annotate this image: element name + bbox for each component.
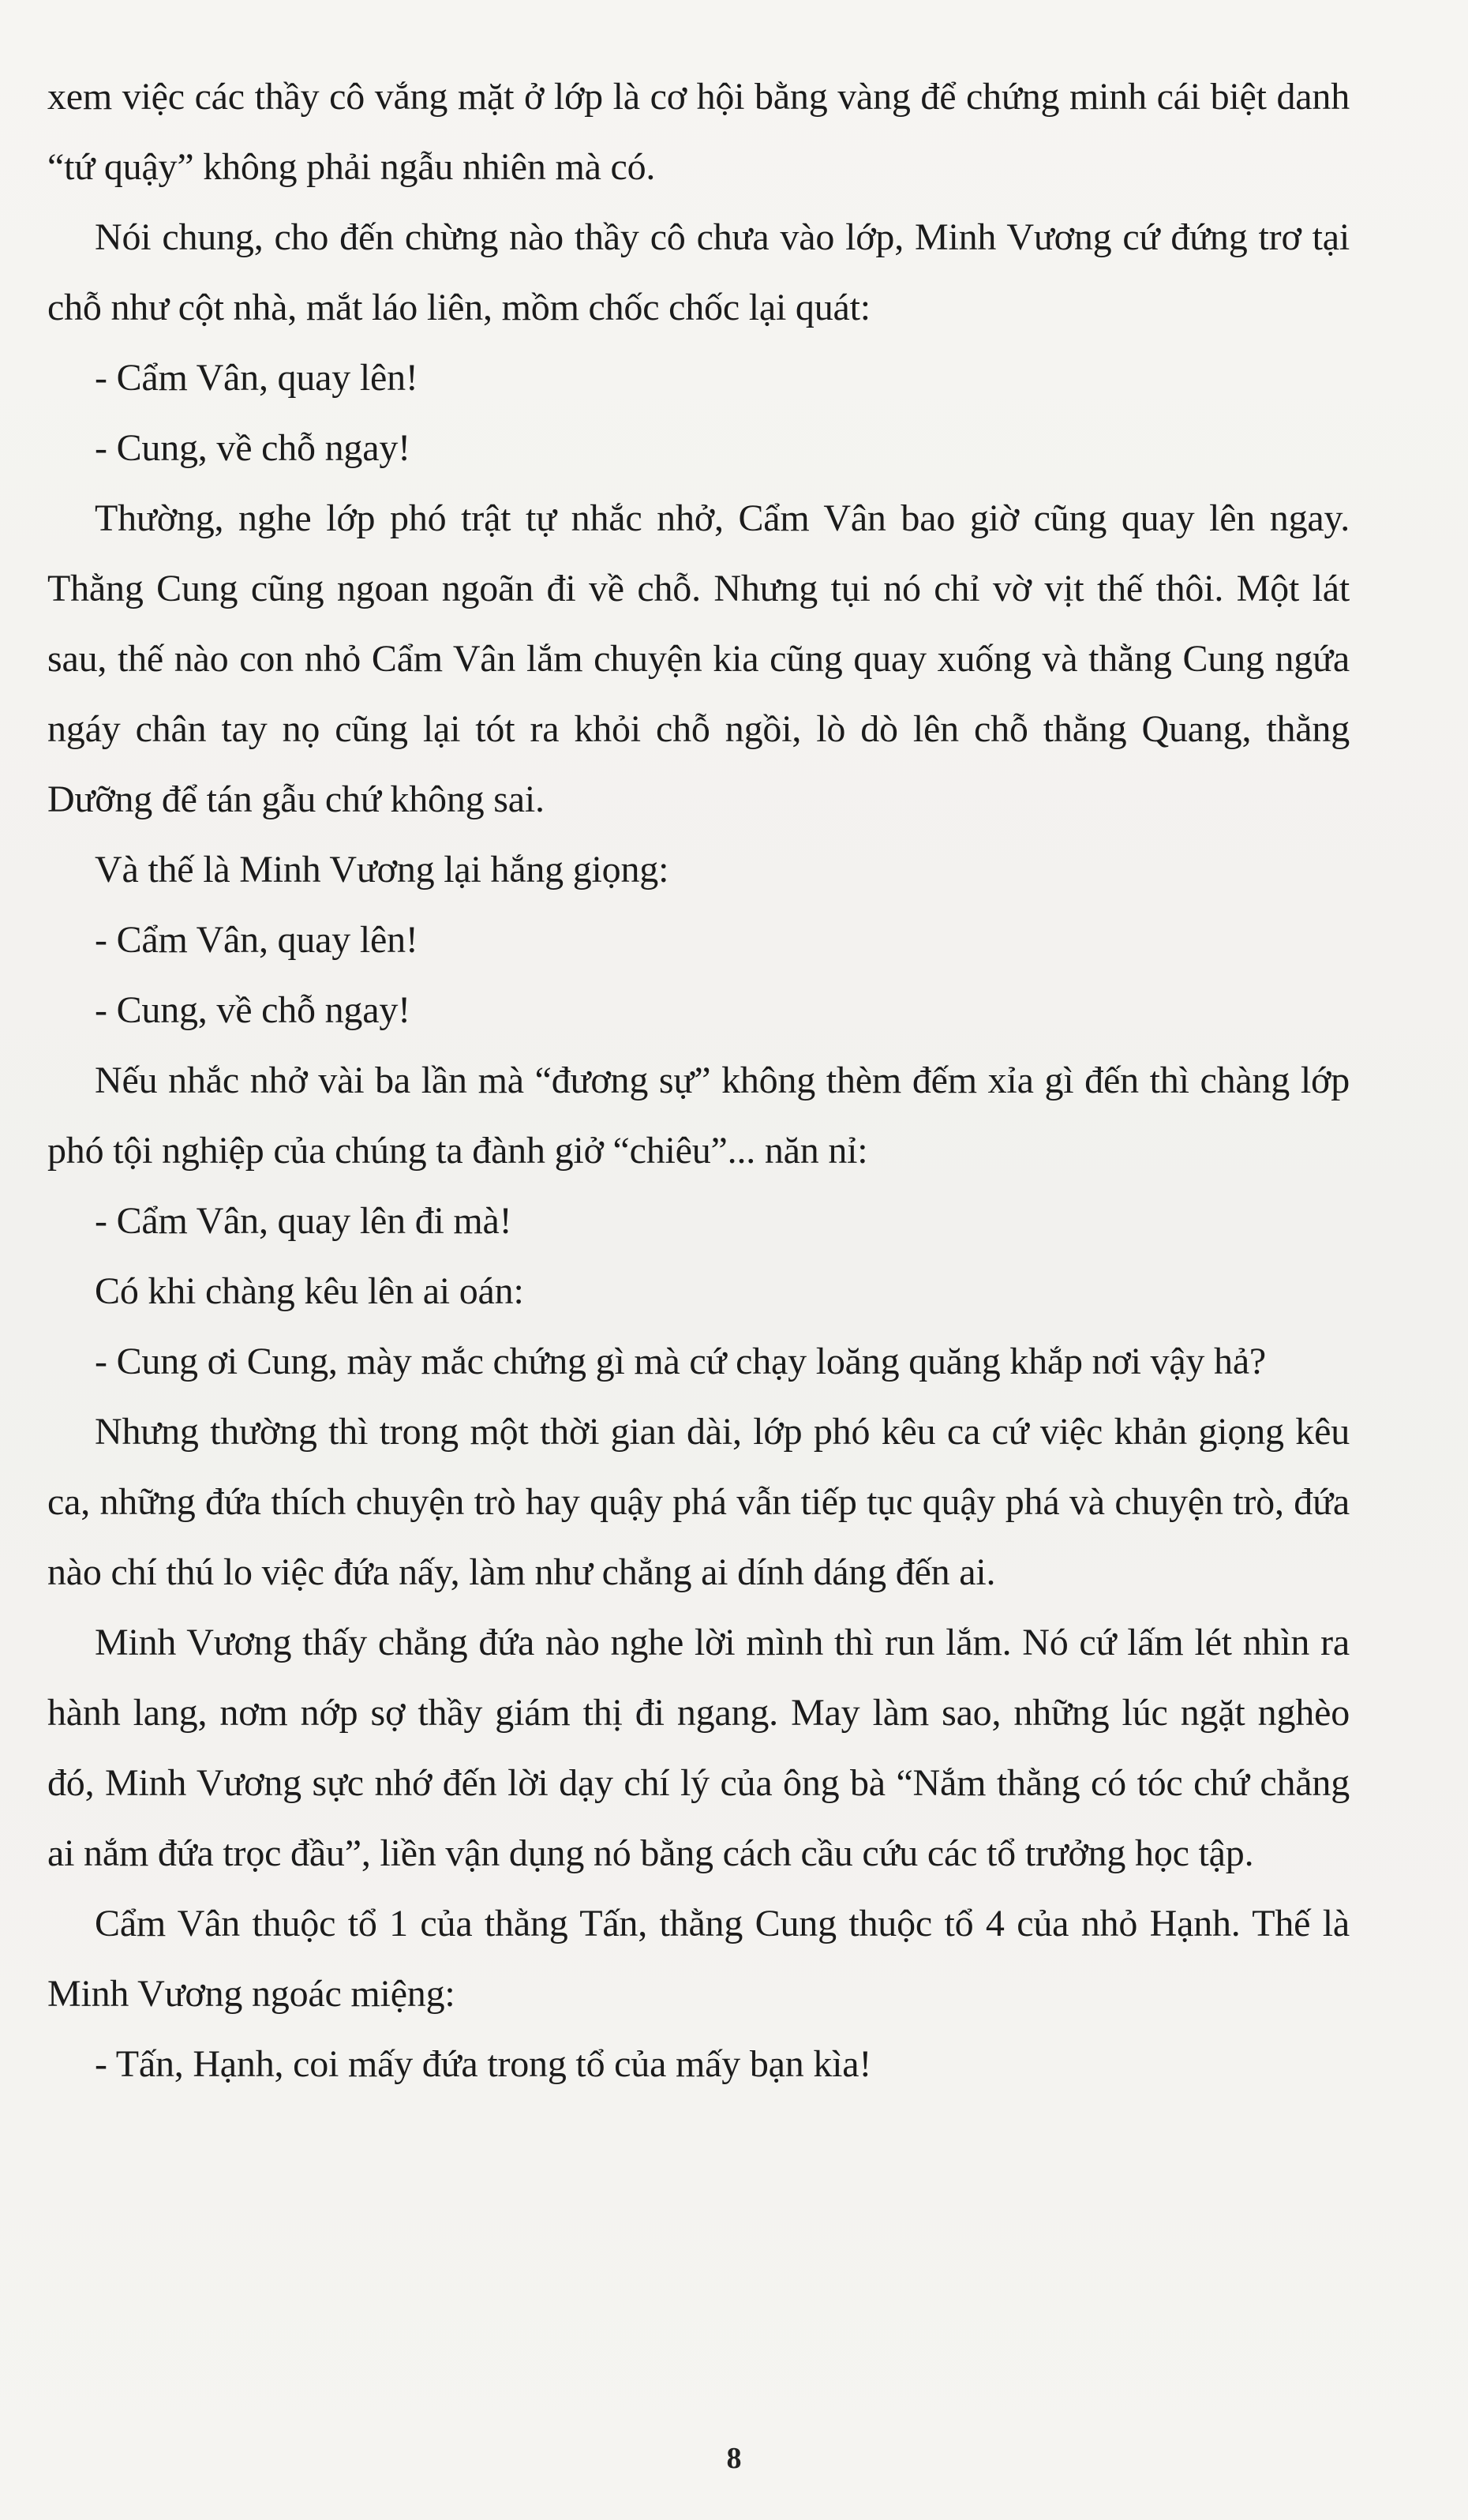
paragraph-15: Cẩm Vân thuộc tổ 1 của thằng Tấn, thằng Cung thuộc tổ 4 của nhỏ Hạnh. Thế là Minh Vương ngoác miệng: (47, 1903, 1350, 2015)
dialogue-line: - Cung, về chỗ ngay! (95, 427, 410, 469)
dialogue-line: - Cẩm Vân, quay lên! (95, 919, 418, 961)
paragraph-2: Nói chung, cho đến chừng nào thầy cô chưa vào lớp, Minh Vương cứ đứng trơ tại chỗ như cột nhà, mắt láo liên, mồm chốc chốc lại quát: (47, 216, 1350, 328)
paragraph-13: Nhưng thường thì trong một thời gian dài, lớp phó kêu ca cứ việc khản giọng kêu ca, những đứa thích chuyện trò hay quậy phá vẫn tiếp tục quậy phá và chuyện trò, đứa nào chí thú lo việc đứa nấy, làm như chẳng ai dính dáng đến ai. (47, 1411, 1350, 1593)
dialogue-line: - Cẩm Vân, quay lên đi mà! (95, 1200, 512, 1242)
paragraph-14: Minh Vương thấy chẳng đứa nào nghe lời mình thì run lắm. Nó cứ lấm lét nhìn ra hành lang, nơm nớp sợ thầy giám thị đi ngang. May làm sao, những lúc ngặt nghèo đó, Minh Vương sực nhớ đến lời dạy chí lý của ông bà “Nắm thằng có tóc chứ chẳng ai nắm đứa trọc đầu”, liền vận dụng nó bằng cách cầu cứu các tổ trưởng học tập. (47, 1622, 1350, 1874)
paragraph-1: xem việc các thầy cô vắng mặt ở lớp là cơ hội bằng vàng để chứng minh cái biệt danh “tứ quậy” không phải ngẫu nhiên mà có. (47, 76, 1350, 188)
page-number: 8 (726, 2442, 742, 2475)
paragraph-9: Nếu nhắc nhở vài ba lần mà “đương sự” không thèm đếm xỉa gì đến thì chàng lớp phó tội nghiệp của chúng ta đành giở “chiêu”... năn nỉ: (47, 1059, 1350, 1172)
body-text (47, 62, 1350, 2099)
dialogue-line: - Cung ơi Cung, mày mắc chứng gì mà cứ chạy loăng quăng khắp nơi vậy hả? (95, 1341, 1267, 1382)
paragraph-6: Và thế là Minh Vương lại hắng giọng: (95, 849, 669, 891)
paragraph-5: Thường, nghe lớp phó trật tự nhắc nhở, Cẩm Vân bao giờ cũng quay lên ngay. Thằng Cung cũng ngoan ngoãn đi về chỗ. Nhưng tụi nó chỉ vờ vịt thế thôi. Một lát sau, thế nào con nhỏ Cẩm Vân lắm chuyện kia cũng quay xuống và thằng Cung ngứa ngáy chân tay nọ cũng lại tót ra khỏi chỗ ngồi, lò dò lên chỗ thằng Quang, thằng Dưỡng để tán gẫu chứ không sai. (47, 497, 1350, 820)
paragraph-11: Có khi chàng kêu lên ai oán: (95, 1270, 524, 1312)
dialogue-line: - Tấn, Hạnh, coi mấy đứa trong tổ của mấy bạn kìa! (95, 2043, 872, 2085)
dialogue-line: - Cẩm Vân, quay lên! (95, 357, 418, 399)
dialogue-line: - Cung, về chỗ ngay! (95, 989, 410, 1031)
